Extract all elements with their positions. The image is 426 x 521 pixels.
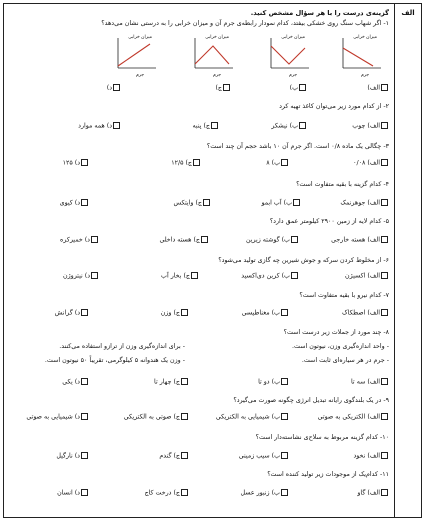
q4-option-d[interactable]: د) کیوی [60,199,89,208]
question-9-options [10,413,389,422]
checkbox[interactable] [281,413,288,420]
graph-d-ylabel: میزان خرابی [128,35,152,40]
checkbox[interactable] [299,122,306,129]
question-5-text: ۵- کدام لایه از زمین ۲۹۰۰ کیلومتر عمق دارد؟ [269,218,389,225]
checkbox[interactable] [81,159,88,166]
q9-option-b[interactable]: ب) شیمیایی به الکتریکی [216,413,289,422]
checkbox[interactable] [281,452,288,459]
question-6-options [10,272,389,281]
q9-option-d[interactable]: د) شیمیایی به صوتی [26,413,89,422]
checkbox[interactable] [381,413,388,420]
q5-option-c[interactable]: ج) هسته داخلی [159,236,209,245]
graph-a-ylabel: میزان خرابی [353,35,377,40]
checkbox[interactable] [281,489,288,496]
checkbox[interactable] [381,122,388,129]
q10-option-c[interactable]: ج) گندم [159,452,189,461]
q2-option-d[interactable]: د) همه موارد [78,122,121,131]
question-7-options [10,309,389,318]
checkbox[interactable] [81,309,88,316]
checkbox[interactable] [181,452,188,459]
q10-option-d[interactable]: د) نارگیل [56,452,89,461]
checkbox[interactable] [211,122,218,129]
checkbox[interactable] [381,378,388,385]
question-5-options [10,236,389,245]
q4-option-c[interactable]: ج) وایتکس [174,199,211,208]
q8-option-d[interactable]: د) یکی [62,378,89,387]
question-8-options [10,378,389,387]
q5-option-b[interactable]: ب) گوشته زیرین [246,236,299,245]
checkbox[interactable] [201,236,208,243]
question-11-text: ۱۱- کدام‌یک از موجودات زیر تولید کننده است؟ [267,471,389,478]
questions-area [4,4,395,517]
checkbox[interactable] [281,159,288,166]
question-7-text: ۷- کدام نیرو با بقیه متفاوت است؟ [299,292,389,299]
checkbox[interactable] [381,309,388,316]
q3-option-b[interactable]: ب) ۸ [266,159,289,168]
q6-option-d[interactable]: د) نیتروژن [63,272,99,281]
checkbox[interactable] [81,489,88,496]
q3-option-a[interactable]: الف) ۰/۰۸ [353,159,389,168]
q6-option-a[interactable]: الف) اکسیژن [345,272,389,281]
checkbox[interactable] [223,84,230,91]
question-3-options [10,159,389,168]
checkbox[interactable] [191,272,198,279]
question-10-options [10,452,389,461]
question-2-text: ۲- از کدام مورد زیر می‌توان کاغذ تهیه کرد [279,103,389,110]
q8-option-c[interactable]: ج) چهار تا [154,378,189,387]
checkbox[interactable] [381,236,388,243]
checkbox[interactable] [293,199,300,206]
checkbox[interactable] [381,84,388,91]
q8-statement-1: - واحد اندازه‌گیری وزن، نیوتون است. [292,343,389,350]
question-8-text: ۸- چند مورد از جملات زیر درست است؟ [283,329,389,336]
checkbox[interactable] [193,159,200,166]
q11-option-b[interactable]: ب) زنبور عسل [240,489,289,498]
question-2-options [10,122,389,131]
question-1-text: ۱- اگر شهاب سنگ روی خشکی بیفتد، کدام نمودار رابطه‌ی جرم آن و میزان خرابی را به درستی نشان می‌دهد؟ [101,20,389,27]
q8-option-a[interactable]: الف) سه تا [351,378,389,387]
checkbox[interactable] [381,199,388,206]
q8-option-b[interactable]: ب) دو تا [258,378,289,387]
q1-option-b[interactable]: ب) [290,84,307,93]
q2-option-c[interactable]: ج) پنبه [193,122,219,131]
q7-option-a[interactable]: الف) اصطکاک [342,309,389,318]
instructions-heading: گزینه‌ی درست را با هر سؤال مشخص کنید. [250,9,389,17]
question-4-text: ۴- کدام گزینه با بقیه متفاوت است؟ [296,181,389,188]
checkbox[interactable] [181,489,188,496]
checkbox[interactable] [91,272,98,279]
checkbox[interactable] [281,378,288,385]
question-3-text: ۳- چگالی یک ماده ۰/۸ است. اگر جرم آن ۱۰ باشد حجم آن چند است؟ [206,143,389,150]
q7-option-d[interactable]: د) گرانش [55,309,89,318]
q2-option-a[interactable]: الف) چوب [352,122,389,131]
q7-option-b[interactable]: ب) مغناطیسی [242,309,289,318]
checkbox[interactable] [81,199,88,206]
checkbox[interactable] [381,489,388,496]
question-10-text: ۱۰- کدام گزینه مربوط به سلاح‌ی نشاسته‌دار است؟ [255,434,389,441]
checkbox[interactable] [291,272,298,279]
graph-c-ylabel: میزان خرابی [205,35,229,40]
q1-option-d[interactable]: د) [107,84,121,93]
checkbox[interactable] [281,309,288,316]
checkbox[interactable] [181,413,188,420]
question-1-options [10,84,389,93]
checkbox[interactable] [299,84,306,91]
q5-option-d[interactable]: د) خمیرکره [60,236,99,245]
q6-option-c[interactable]: ج) بخار آب [161,272,199,281]
q11-option-c[interactable]: ج) درخت کاج [145,489,189,498]
q3-option-d[interactable]: د) ۱۲۵ [63,159,89,168]
checkbox[interactable] [381,272,388,279]
q6-option-b[interactable]: ب) کربن دی‌اکسید [241,272,299,281]
q1-option-a[interactable]: الف) [367,84,389,93]
section-column [394,4,421,517]
checkbox[interactable] [113,122,120,129]
q4-option-b[interactable]: ب) آب ابمو [262,199,301,208]
q8-statement-2: - برای اندازه‌گیری وزن از ترازو استفاده می‌کنند. [59,343,185,350]
checkbox[interactable] [381,159,388,166]
checkbox[interactable] [381,452,388,459]
checkbox[interactable] [81,378,88,385]
checkbox[interactable] [113,84,120,91]
q8-statement-3: - جرم در هر سیاره‌ای ثابت است. [301,357,389,364]
question-6-text: ۶- از مخلوط کردن سرکه و جوش شیرین چه گازی تولید می‌شود؟ [218,257,389,264]
checkbox[interactable] [181,309,188,316]
q3-option-c[interactable]: ج) ۱۲/۵ [171,159,201,168]
q10-option-b[interactable]: ب) سیب زمینی [239,452,289,461]
checkbox[interactable] [81,452,88,459]
q7-option-c[interactable]: ج) وزن [161,309,189,318]
q11-option-a[interactable]: الف) گاو [357,489,389,498]
q8-statement-4: - وزن یک هندوانه ۵ کیلوگرمی، تقریباً ۵۰ نیوتون است. [44,357,185,364]
checkbox[interactable] [91,236,98,243]
graph-c-xlabel: جرم [212,73,221,78]
question-4-options [10,199,389,208]
graph-b-xlabel: جرم [288,73,297,78]
section-label: الف [401,9,415,17]
q11-option-d[interactable]: د) انسان [57,489,89,498]
q5-option-a[interactable]: الف) هسته خارجی [331,236,389,245]
worksheet-frame [3,3,422,518]
checkbox[interactable] [291,236,298,243]
q4-option-a[interactable]: الف) جوهرنمک [340,199,389,208]
q10-option-a[interactable]: الف) نخود [353,452,389,461]
q9-option-c[interactable]: ج) صوتی به الکتریکی [124,413,189,422]
question-9-text: ۹- در یک بلندگوی رایانه تبدیل انرژی چگونه صورت می‌گیرد؟ [233,397,389,404]
graph-d-xlabel: جرم [135,73,144,78]
checkbox[interactable] [81,413,88,420]
checkbox[interactable] [181,378,188,385]
checkbox[interactable] [203,199,210,206]
graph-a-xlabel: جرم [360,73,369,78]
q9-option-a[interactable]: الف) الکتریکی به صوتی [318,413,389,422]
question-11-options [10,489,389,498]
graph-b-ylabel: میزان خرابی [281,35,305,40]
q1-option-c[interactable]: ج) [215,84,231,93]
q2-option-b[interactable]: ب) نیشکر [271,122,307,131]
